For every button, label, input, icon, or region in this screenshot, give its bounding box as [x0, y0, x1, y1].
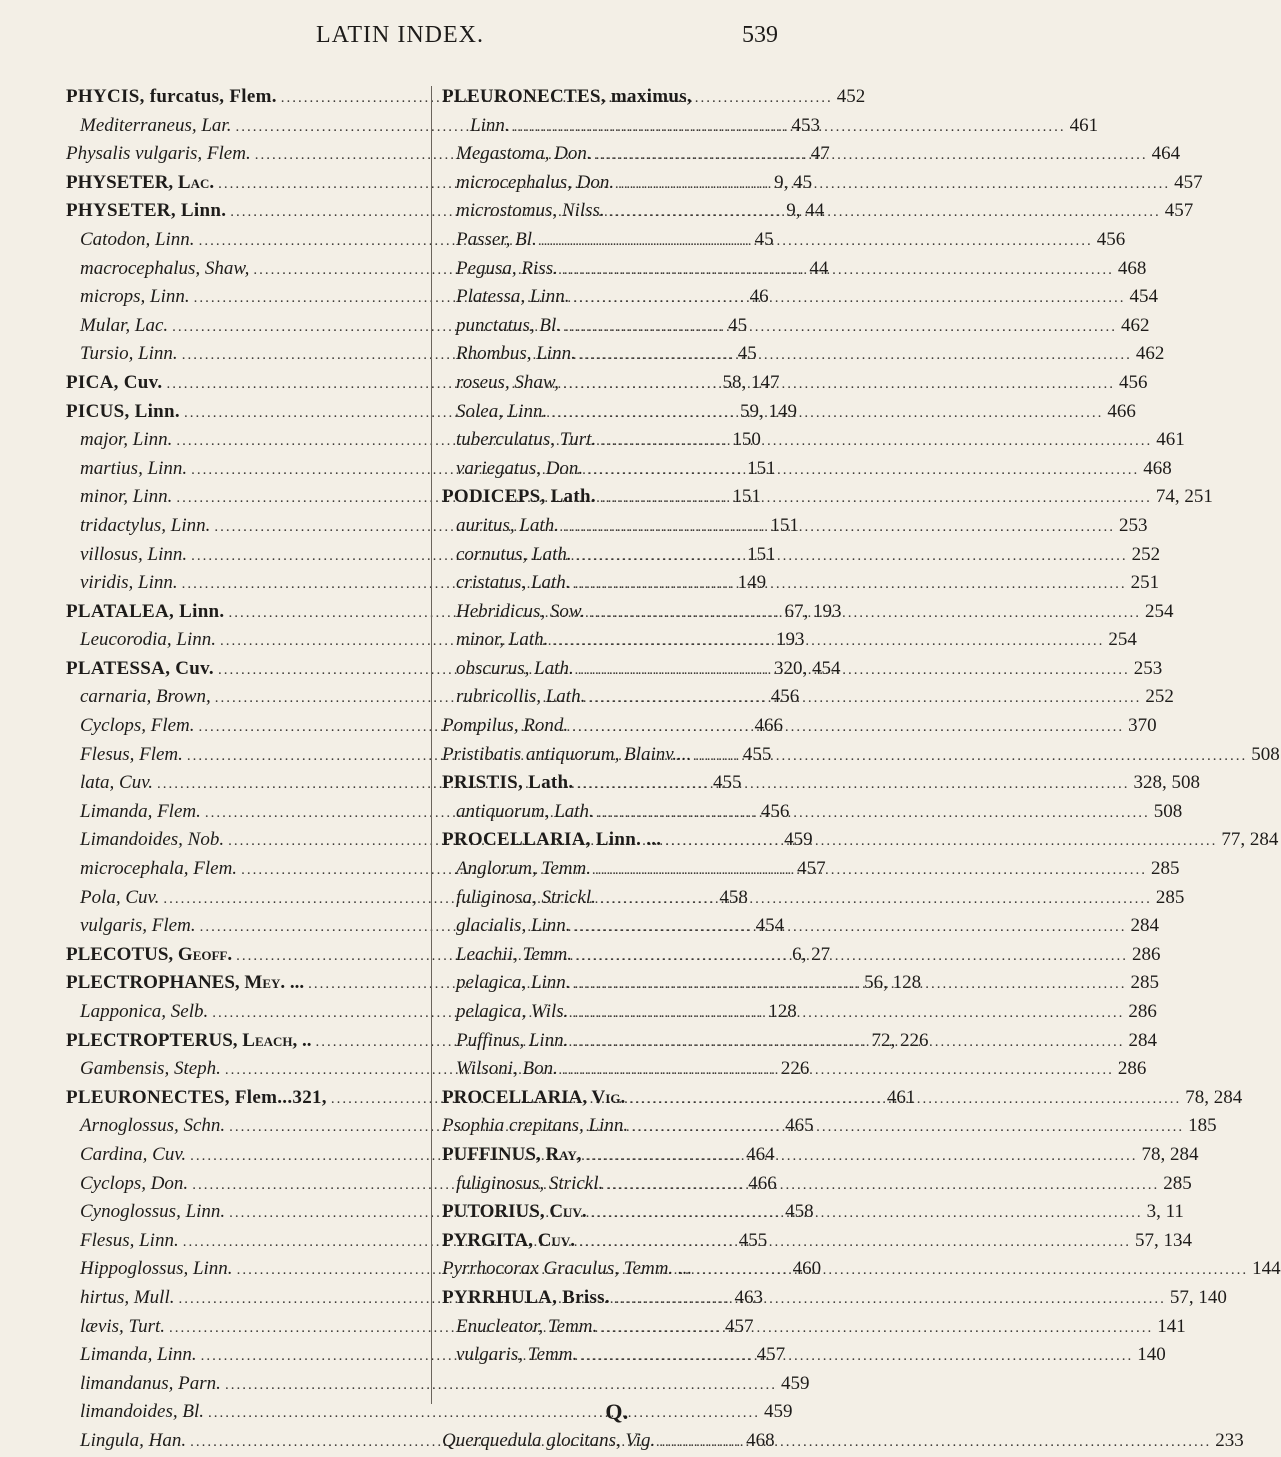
entry-name: Lingula, Han. [80, 1429, 187, 1451]
entry-pages: 78, 284 [1185, 1086, 1243, 1108]
entry-name: Mular, Lac. [80, 314, 169, 336]
leader-dots [562, 1056, 1114, 1085]
entry-name: PLECTROPTERUS, Leach, .. [66, 1029, 312, 1051]
index-entry [442, 1341, 1166, 1370]
entry-pages: 454 [755, 915, 785, 937]
entry-name: vulgaris, Temm. [456, 1344, 578, 1366]
index-entry [442, 483, 1213, 512]
entry-pages: 140 [1137, 1344, 1166, 1366]
entry-name: martius, Linn. [80, 457, 188, 479]
entry-name: Leucorodia, Linn. [80, 629, 216, 651]
entry-pages: 464 [746, 1143, 775, 1165]
entry-name: roseus, Shaw, [456, 371, 559, 393]
entry-pages: 141 [1157, 1315, 1186, 1337]
entry-pages: 251 [1130, 572, 1160, 594]
index-entry [66, 1370, 810, 1399]
entry-name: carnaria, Brown, [80, 686, 211, 708]
leader-dots [581, 1342, 1133, 1371]
entry-pages: 3, 11 [1146, 1201, 1184, 1223]
entry-name: Anglorum, Temm. [456, 858, 591, 880]
index-entry [442, 83, 792, 112]
entry-pages: 9, 45 [774, 171, 813, 193]
entry-name: Puffinus, Linn. [456, 1029, 569, 1051]
leader-dots [600, 484, 1152, 513]
index-entry [442, 1141, 1199, 1170]
leader-dots [695, 742, 1247, 771]
entry-pages: 74, 251 [1155, 486, 1213, 508]
entry-pages: 285 [1155, 886, 1185, 908]
entry-pages: 456 [760, 800, 790, 822]
entry-name: PUFFINUS, Ray, [442, 1143, 582, 1165]
entry-name: Mediterraneus, Lar. [80, 114, 232, 136]
entry-name: minor, Linn. [80, 486, 173, 508]
leader-dots [579, 1228, 1131, 1257]
entry-pages: 45 [737, 343, 757, 365]
leader-dots [600, 885, 1152, 914]
leader-dots [586, 1142, 1138, 1171]
leader-dots [600, 427, 1152, 456]
index-entry [442, 226, 1126, 255]
entry-pages: 461 [1069, 114, 1099, 136]
entry-name: Solea, Linn. [456, 400, 548, 422]
index-entry [442, 1313, 1186, 1342]
entry-name: auritus, Lath. [456, 514, 559, 536]
entry-pages: 72, 226 [871, 1029, 929, 1051]
entry-name: Catodon, Linn. [80, 228, 195, 250]
entry-name: PUTORIUS, Cuv. [442, 1201, 587, 1223]
entry-pages: 226 [780, 1058, 810, 1080]
entry-name: Limanda, Linn. [80, 1344, 197, 1366]
index-entry [442, 884, 1185, 913]
entry-pages: 286 [1128, 1001, 1157, 1022]
entry-name: limandanus, Parn. [80, 1372, 221, 1394]
index-entry [442, 626, 1137, 655]
entry-pages: 45 [754, 228, 774, 250]
entry-name: PRISTIS, Lath. [442, 772, 574, 794]
entry-pages: 455 [742, 743, 772, 765]
entry-name: Cardina, Cuv. [80, 1143, 187, 1165]
index-entry [442, 455, 1172, 484]
index-entry [442, 283, 1158, 312]
entry-name: microcephalus, Don. [456, 171, 615, 193]
entry-name: PLECOTUS, Geoff. [66, 943, 233, 965]
entry-pages: 468 [746, 1429, 775, 1451]
entry-pages: 462 [1135, 343, 1165, 365]
entry-name: lævis, Turt. [80, 1315, 165, 1337]
leader-dots [614, 1285, 1166, 1314]
entry-name: rubricollis, Lath. [456, 686, 586, 708]
entry-name: minor, Lath. [456, 629, 549, 651]
entry-name: Pegusa, Riss. [456, 257, 558, 279]
index-entry [442, 398, 1136, 427]
entry-name: pelagica, Linn. [456, 972, 571, 994]
entry-pages: 455 [738, 1229, 768, 1251]
entry-pages: 456 [1118, 371, 1148, 393]
index-entry [442, 798, 1183, 827]
leader-dots [552, 627, 1104, 656]
entry-name: Flesus, Linn. [80, 1229, 179, 1251]
leader-dots [601, 1314, 1153, 1343]
leader-dots [580, 341, 1132, 370]
leader-dots [589, 684, 1141, 713]
entry-name: vulgaris, Flem. [80, 915, 196, 937]
entry-name: PYRGITA, Cuv. [442, 1229, 575, 1251]
entry-name: microstomus, Nilss. [456, 200, 605, 222]
leader-dots [577, 770, 1129, 799]
leader-dots [572, 1028, 1124, 1057]
leader-dots [607, 1171, 1159, 1200]
entry-pages: 460 [792, 1258, 822, 1280]
entry-name: PLEURONECTES, Flem...321, [66, 1086, 327, 1108]
entry-pages: 508 [1153, 800, 1183, 822]
entry-pages: 468 [1143, 457, 1172, 479]
entry-name: PLATALEA, Linn. [66, 600, 225, 622]
entry-pages: 466 [748, 1172, 777, 1194]
entry-name: Enucleator, Temm. [456, 1315, 598, 1337]
entry-pages: 454 [1129, 286, 1158, 308]
entry-name: Physalis vulgaris, Flem. [66, 143, 251, 165]
index-entry [442, 1398, 792, 1427]
entry-pages: 128 [768, 1001, 797, 1022]
entry-name: tuberculatus, Turt. [456, 429, 597, 451]
entry-pages: 78, 284 [1141, 1143, 1199, 1165]
leader-dots [575, 970, 1127, 999]
entry-name: Rhombus, Linn. [456, 343, 576, 365]
entry-pages: 252 [1131, 543, 1161, 565]
index-entry [442, 1427, 1244, 1456]
entry-pages: 254 [1108, 629, 1137, 651]
leader-dots [565, 313, 1117, 342]
entry-name: Q. [605, 1399, 629, 1425]
entry-name: Platessa, Linn. [456, 286, 570, 308]
leader-dots [575, 570, 1127, 599]
leader-dots [541, 227, 1093, 256]
entry-pages: 457 [797, 858, 826, 880]
entry-name: viridis, Linn. [80, 572, 178, 594]
entry-name: fuliginosa, Strickl. [456, 886, 596, 908]
leader-dots [632, 1113, 1184, 1142]
entry-name: cornutus, Lath. [456, 543, 572, 565]
entry-pages: 45 [728, 314, 748, 336]
entry-name: tridactylus, Linn. [80, 514, 211, 536]
entry-pages: 151 [747, 457, 776, 479]
leader-dots [563, 513, 1115, 542]
entry-name: Arnoglossus, Schn. [80, 1115, 226, 1137]
entry-name: PHYSETER, Linn. [66, 200, 227, 222]
entry-pages: 320, 454 [773, 657, 841, 679]
entry-pages: 58, 147 [722, 371, 780, 393]
entry-pages: 458 [719, 886, 748, 908]
index-entry [442, 541, 1161, 570]
entry-pages: 144 [1252, 1258, 1281, 1280]
entry-name: Pristibatis antiquorum, Blainv.... [442, 743, 692, 765]
entry-pages: 468 [1117, 257, 1147, 279]
entry-pages: 285 [1163, 1172, 1192, 1194]
entry-pages: 462 [1121, 314, 1150, 336]
entry-pages: 9, 44 [786, 200, 825, 222]
column-divider [431, 86, 432, 1404]
entry-pages: 452 [836, 86, 866, 107]
leader-dots [596, 141, 1148, 170]
entry-name: microcephala, Flem. [80, 858, 238, 880]
leader-dots [696, 1256, 1248, 1285]
entry-name: Wilsoni, Bon. [456, 1058, 558, 1080]
entry-name: villosus, Linn. [80, 543, 188, 565]
index-entry [442, 998, 1157, 1027]
index-entry [442, 512, 1148, 541]
entry-name: Pyrrhocorax Graculus, Temm. ... [442, 1258, 693, 1280]
leader-dots [551, 399, 1103, 428]
entry-name: major, Linn. [80, 429, 173, 451]
leader-dots [665, 827, 1217, 856]
entry-name: Pompilus, Rond. [442, 715, 569, 737]
page-header [0, 16, 800, 56]
leader-dots [629, 1085, 1181, 1114]
entry-pages: 284 [1128, 1029, 1157, 1051]
entry-name: Limanda, Flem. [80, 800, 201, 822]
entry-name: Leachii, Temm. [456, 943, 572, 965]
page-number: 539 [742, 22, 778, 48]
leader-dots [598, 799, 1150, 828]
entry-pages: 458 [785, 1201, 814, 1223]
entry-name: Passer, Bl. [456, 228, 537, 250]
entry-pages: 459 [764, 1401, 793, 1423]
entry-name: PLECTROPHANES, Mey. ... [66, 972, 305, 994]
entry-name: PLEURONECTES, maximus, [442, 86, 692, 107]
entry-pages: 284 [1130, 915, 1160, 937]
leader-dots [591, 1199, 1143, 1228]
entry-pages: 193 [776, 629, 805, 651]
entry-name: cristatus, Lath. [456, 572, 571, 594]
entry-pages: 56, 128 [864, 972, 922, 994]
index-entry [442, 741, 1280, 770]
entry-name: pelagica, Wils. [456, 1001, 569, 1022]
entry-pages: 286 [1131, 943, 1161, 965]
index-entry [442, 712, 1157, 741]
entry-name: hirtus, Mull. [80, 1286, 175, 1308]
entry-pages: 457 [725, 1315, 754, 1337]
entry-pages: 463 [734, 1286, 763, 1308]
entry-pages: 465 [785, 1115, 814, 1137]
entry-name: Psophia crepitans, Linn. [442, 1115, 629, 1137]
entry-pages: 459 [784, 829, 813, 851]
entry-pages: 253 [1118, 514, 1148, 536]
entry-name: Limandoides, Nob. [80, 829, 225, 851]
entry-pages: 459 [780, 1372, 810, 1394]
entry-name: PODICEPS, Lath. [442, 486, 596, 508]
entry-pages: 508 [1251, 743, 1280, 765]
entry-pages: 150 [732, 429, 761, 451]
entry-name: Hebridicus, Sow. [456, 600, 585, 622]
entry-pages: 57, 140 [1169, 1286, 1227, 1308]
index-entry [442, 683, 1174, 712]
entry-pages: 453 [791, 114, 820, 136]
entry-pages: 457 [1174, 171, 1203, 193]
leader-dots [514, 113, 1066, 142]
entry-pages: 253 [1133, 657, 1163, 679]
entry-pages: 151 [732, 486, 761, 508]
entry-pages: 370 [1128, 715, 1157, 737]
entry-pages: 285 [1150, 858, 1180, 880]
entry-pages: 151 [770, 514, 799, 536]
entry-pages: 466 [754, 715, 784, 737]
entry-name: Linn. [470, 114, 510, 136]
entry-pages: 456 [770, 686, 800, 708]
entry-name: Megastoma, Don. [456, 143, 592, 165]
entry-name: variegatus, Don. [456, 457, 584, 479]
entry-pages: 466 [1107, 400, 1136, 422]
index-entry [442, 569, 1160, 598]
index-entry [442, 912, 1160, 941]
leader-dots [589, 599, 1141, 628]
entry-pages: 286 [1117, 1058, 1147, 1080]
entry-pages: 328, 508 [1133, 772, 1200, 794]
entry-name: glacialis, Linn. [456, 915, 571, 937]
entry-pages: 59, 149 [739, 400, 797, 422]
entry-pages: 254 [1144, 600, 1174, 622]
entry-pages: 46 [749, 286, 769, 308]
entry-pages: 185 [1188, 1115, 1217, 1137]
index-entry [66, 1398, 793, 1427]
entry-pages: 456 [1096, 228, 1126, 250]
running-title: LATIN INDEX. [316, 22, 484, 48]
entry-name: Flesus, Flem. [80, 743, 183, 765]
entry-name: Gambensis, Steph. [80, 1058, 221, 1080]
entry-name: PLATESSA, Cuv. [66, 657, 214, 679]
entry-name: fuliginosus, Strickl. [456, 1172, 604, 1194]
leader-dots [609, 198, 1161, 227]
entry-pages: 464 [1151, 143, 1181, 165]
entry-pages: 285 [1130, 972, 1160, 994]
entry-pages: 455 [713, 772, 742, 794]
leader-dots [562, 256, 1114, 285]
entry-name: PROCELLARIA, Linn. ... [442, 829, 662, 851]
entry-pages: 233 [1215, 1429, 1244, 1451]
entry-pages: 461 [886, 1086, 916, 1108]
entry-pages: 6, 27 [792, 943, 831, 965]
entry-name: macrocephalus, Shaw, [80, 257, 250, 279]
index-entry [442, 340, 1165, 369]
entry-pages: 47 [810, 143, 830, 165]
entry-pages: 44 [809, 257, 829, 279]
entry-name: Pola, Cuv. [80, 886, 160, 908]
leader-dots [575, 913, 1127, 942]
entry-name: limandoides, Bl. [80, 1401, 205, 1423]
entry-pages: 457 [756, 1344, 786, 1366]
entry-name: PHYSETER, Lac. [66, 171, 215, 193]
entry-name: lata, Cuv. [80, 772, 154, 794]
index-entry [442, 426, 1185, 455]
entry-name: Cyclops, Flem. [80, 715, 195, 737]
entry-pages: 457 [1164, 200, 1194, 222]
entry-name: microps, Linn. [80, 286, 190, 308]
index-entry [442, 1370, 792, 1399]
entry-name: Cyclops, Don. [80, 1172, 189, 1194]
entry-pages: 77, 284 [1221, 829, 1279, 851]
index-entry [442, 1227, 1192, 1256]
leader-dots [576, 542, 1128, 571]
leader-dots [573, 284, 1125, 313]
entry-name: PICUS, Linn. [66, 400, 180, 422]
leader-dots [576, 942, 1128, 971]
leader-dots [578, 656, 1130, 685]
leader-dots [659, 1428, 1211, 1457]
entry-name: PHYCIS, furcatus, Flem. [66, 86, 277, 107]
entry-name: obscurus, Lath. [456, 657, 574, 679]
entry-name: Lapponica, Selb. [80, 1001, 209, 1022]
leader-dots [572, 999, 1124, 1028]
index-entry [442, 312, 1150, 341]
leader-dots [563, 370, 1115, 399]
entry-pages: 151 [747, 543, 776, 565]
entry-pages: 149 [737, 572, 767, 594]
leader-dots [572, 713, 1124, 742]
entry-name: Cynoglossus, Linn. [80, 1201, 226, 1223]
entry-name: PROCELLARIA, Vig. [442, 1086, 626, 1108]
entry-name: Hippoglossus, Linn. [80, 1258, 233, 1280]
leader-dots [587, 456, 1139, 485]
index-entry [442, 1284, 1227, 1313]
entry-pages: 252 [1145, 686, 1174, 708]
entry-pages: 67, 193 [784, 600, 842, 622]
index-entry [442, 369, 1148, 398]
entry-name: PICA, Cuv. [66, 371, 163, 393]
entry-name: antiquorum, Lath. [456, 800, 594, 822]
index-entry [442, 769, 1200, 798]
entry-name: PYRRHULA, Briss. [442, 1286, 610, 1308]
entry-name: Querquedula glocitans, Vig. [442, 1429, 656, 1451]
entry-pages: 461 [1156, 429, 1185, 451]
entry-name: punctatus, Bl. [456, 314, 562, 336]
index-entry [442, 1170, 1192, 1199]
leader-dots [618, 170, 1170, 199]
entry-pages: 57, 134 [1134, 1229, 1192, 1251]
entry-name: Tursio, Linn. [80, 343, 178, 365]
leader-dots [595, 856, 1147, 885]
